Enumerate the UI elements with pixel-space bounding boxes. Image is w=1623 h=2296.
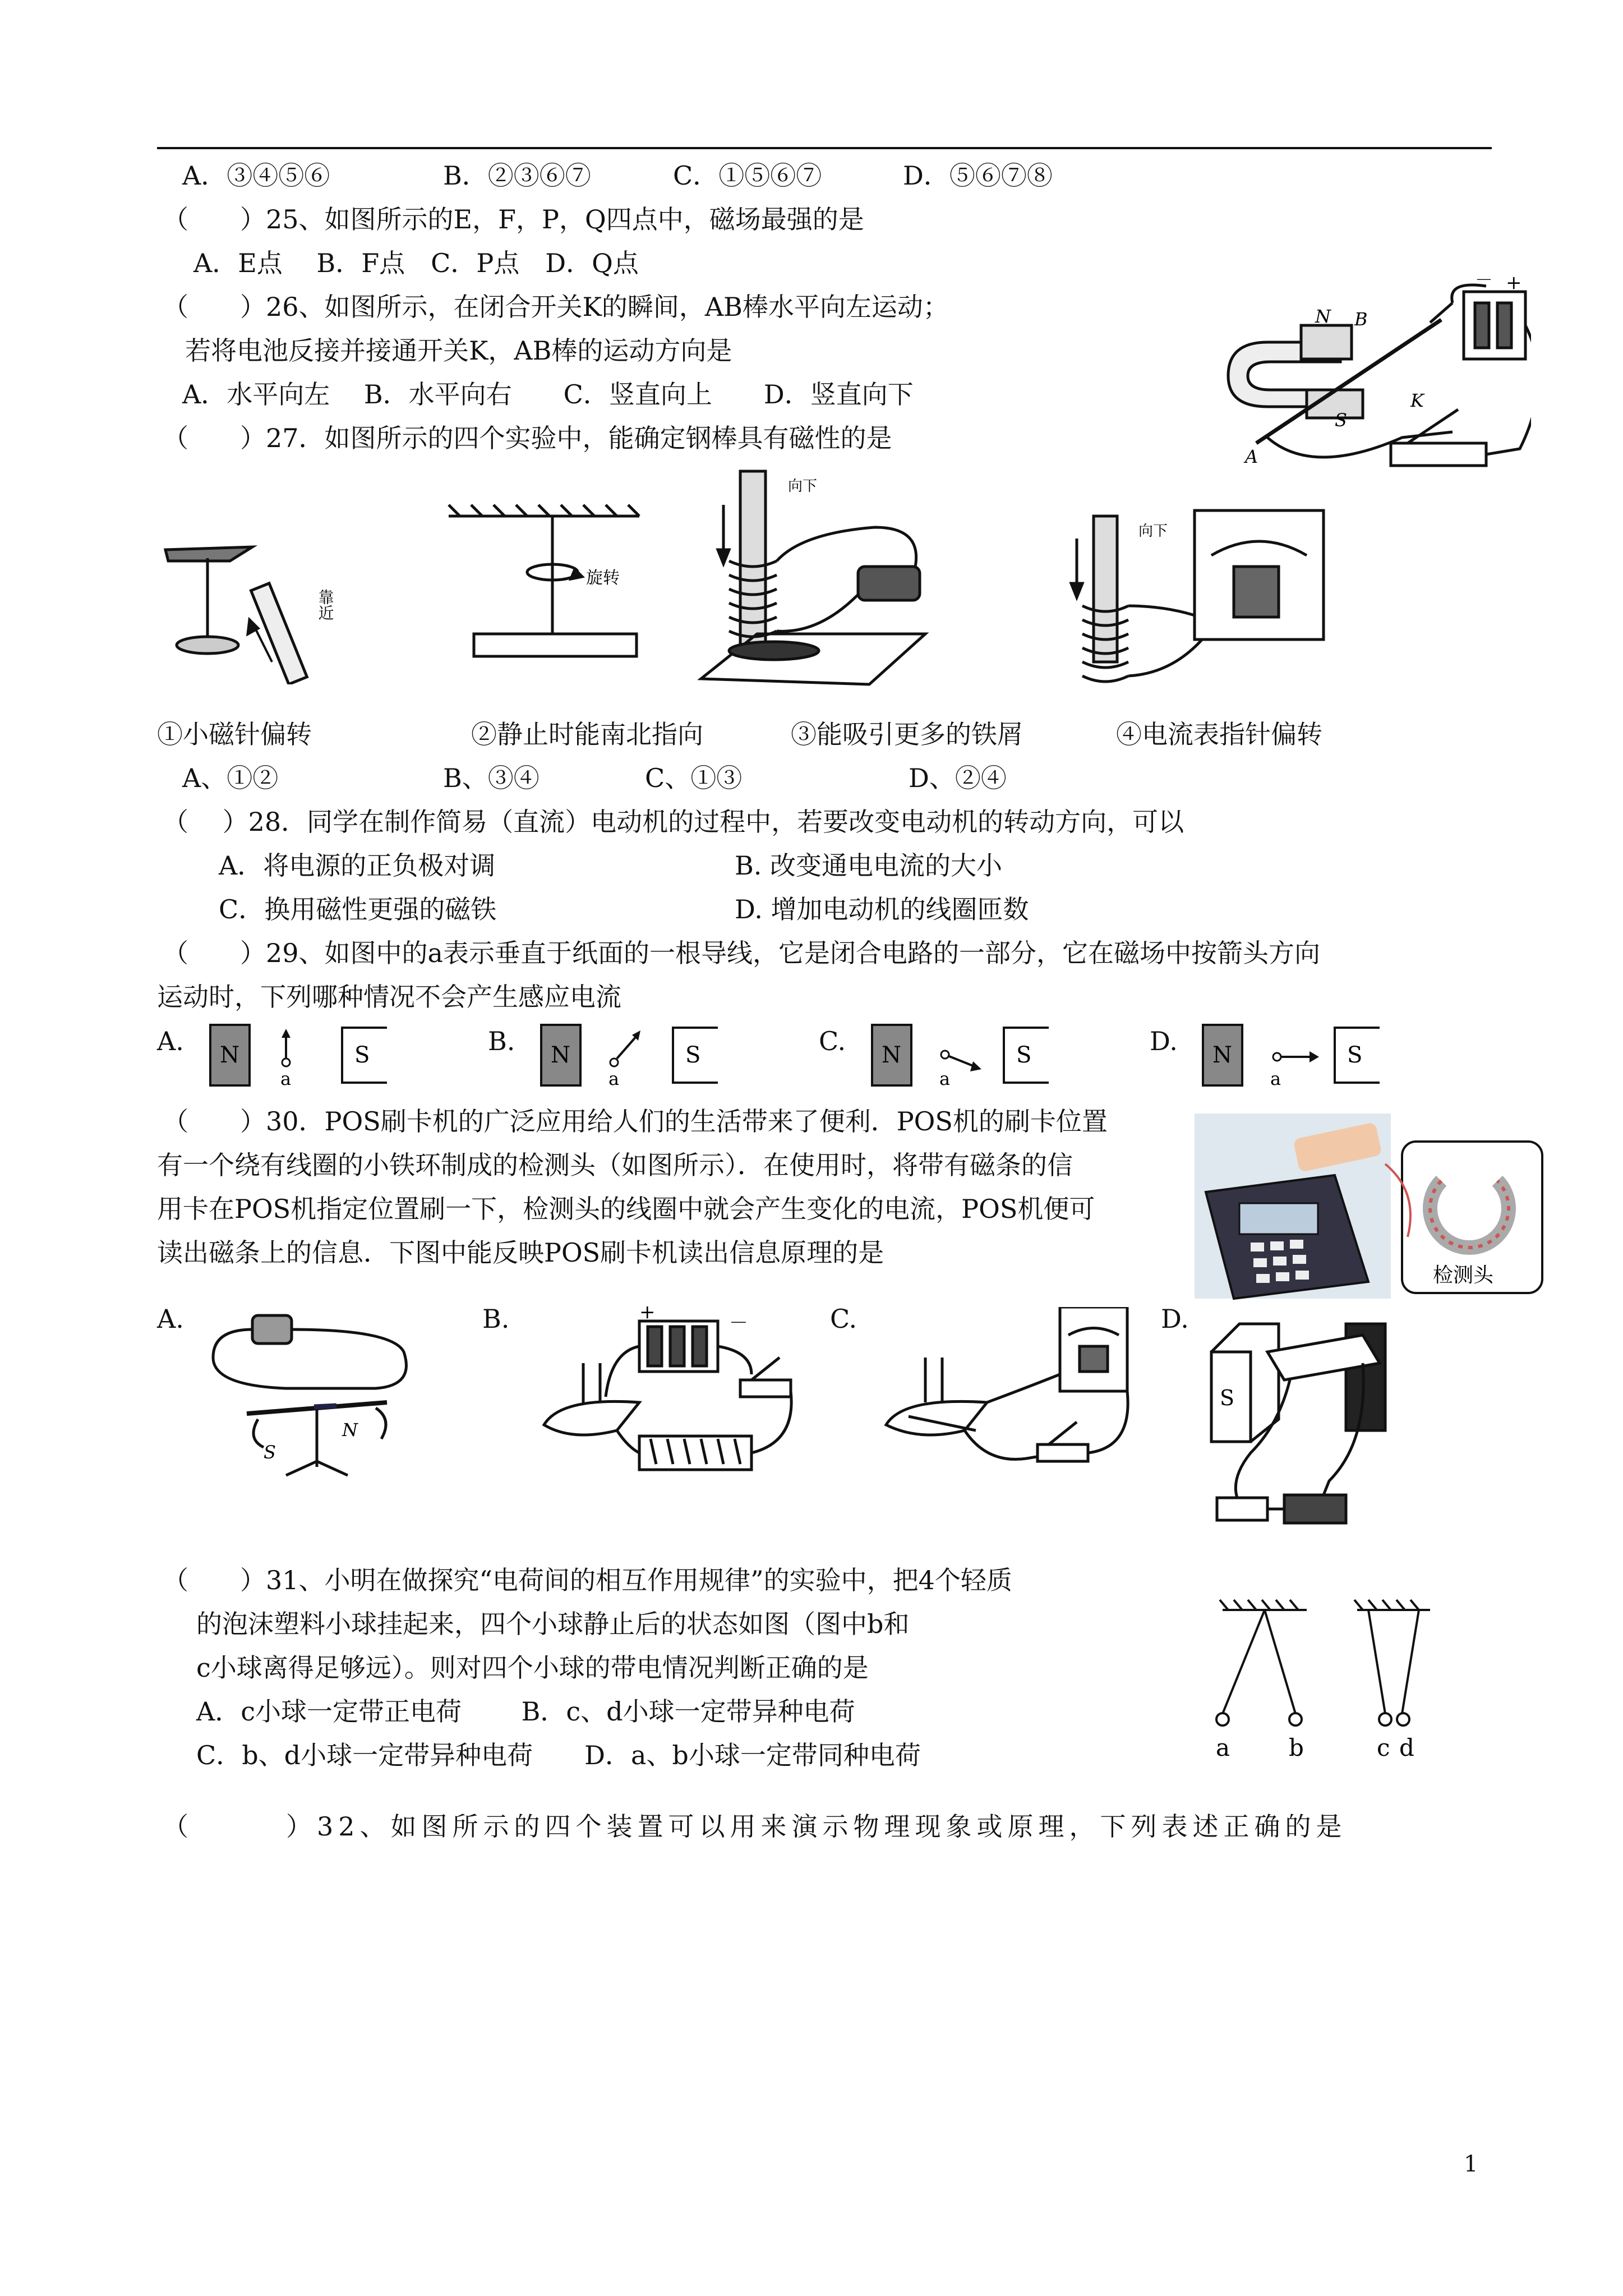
q27-option-d: D、②④ [909, 763, 1007, 793]
q29-stem-line2: 运动时，下列哪种情况不会产生感应电流 [157, 982, 621, 1012]
q24-option-a: A．③④⑤⑥ [182, 160, 330, 191]
q29a-n: N [220, 1042, 239, 1068]
q27-caption-3: ③能吸引更多的铁屑 [791, 719, 1023, 749]
q30b-plus: + [639, 1301, 656, 1323]
q31-ball-d: d [1399, 1734, 1414, 1761]
q29-label-a: A. [157, 1026, 184, 1056]
q26-label-n: N [1315, 306, 1331, 327]
page-number: 1 [1464, 2151, 1478, 2177]
q29b-wire: a [608, 1068, 620, 1089]
q29-label-c: C. [819, 1026, 846, 1056]
q26-stem-line1: （ ）26、如图所示，在闭合开关K的瞬间，AB棒水平向左运动； [163, 292, 949, 322]
q25-stem: （ ）25、如图所示的E，F，P，Q四点中，磁场最强的是 [163, 204, 864, 234]
q30-line4: 读出磁条上的信息．下图中能反映POS刷卡机读出信息原理的是 [157, 1237, 884, 1268]
q28-option-c: C．换用磁性更强的磁铁 [219, 894, 497, 924]
q31-line2: 的泡沫塑料小球挂起来，四个小球静止后的状态如图（图中b和 [196, 1609, 910, 1639]
q29b-s: S [685, 1042, 701, 1068]
q26-label-s: S [1335, 409, 1347, 431]
q30-label-a: A. [157, 1304, 184, 1334]
q31-line3: c小球离得足够远）。则对四个小球的带电情况判断正确的是 [196, 1653, 869, 1683]
q31-ball-c: c [1377, 1734, 1390, 1761]
q29c-s: S [1016, 1042, 1032, 1068]
q26-options: A．水平向左 B．水平向右 C．竖直向上 D．竖直向下 [182, 379, 914, 409]
q31-line1: （ ）31、小明在做探究“电荷间的相互作用规律”的实验中，把4个轻质 [163, 1565, 1012, 1595]
q26-label-b: B [1354, 309, 1368, 330]
q27-figure-1-compass [157, 522, 393, 684]
q27-caption-2: ②静止时能南北指向 [471, 719, 703, 749]
q27-caption-1: ①小磁针偏转 [157, 719, 312, 749]
q30-label-c: C. [830, 1304, 857, 1334]
q30-label-d: D. [1161, 1304, 1189, 1334]
q29-label-d: D. [1150, 1026, 1178, 1056]
q26-label-plus: + [1506, 272, 1522, 294]
q30-figure-d [1200, 1301, 1436, 1537]
q30-figure-c [875, 1307, 1155, 1487]
q28-option-d: D. 增加电动机的线圈匝数 [735, 894, 1029, 924]
q27-figure-3-electromagnet [690, 466, 948, 690]
q28-option-a: A．将电源的正负极对调 [219, 850, 496, 881]
q29c-wire: a [939, 1068, 951, 1089]
q29-figure-c [869, 1022, 1060, 1089]
q24-option-b: B．②③⑥⑦ [443, 160, 591, 191]
q29a-s: S [354, 1042, 370, 1068]
q30b-minus: － [729, 1312, 748, 1335]
q29-label-b: B. [488, 1026, 515, 1056]
q30-label-b: B. [482, 1304, 510, 1334]
q28-stem: （ ）28．同学在制作简易（直流）电动机的过程中，若要改变电动机的转动方向，可以 [163, 807, 1184, 837]
q30-line3: 用卡在POS机指定位置刷一下，检测头的线圈中就会产生变化的电流，POS机便可 [157, 1194, 1095, 1224]
q24-option-d: D．⑤⑥⑦⑧ [903, 160, 1053, 191]
q30-detector-label: 检测头 [1433, 1264, 1494, 1287]
q30-pos-figure [1195, 1114, 1548, 1304]
q29-figure-d [1200, 1022, 1391, 1089]
q27-caption-4: ④电流表指针偏转 [1116, 719, 1322, 749]
q30a-n: N [342, 1419, 358, 1441]
q29d-s: S [1347, 1042, 1363, 1068]
q31-options-ab: A．c小球一定带正电荷 B．c、d小球一定带异种电荷 [196, 1696, 855, 1727]
q30d-s: S [1220, 1386, 1235, 1410]
q29b-n: N [551, 1042, 570, 1068]
q27-option-a: A、①② [182, 763, 279, 793]
q24-option-c: C．①⑤⑥⑦ [673, 160, 822, 191]
q30-figure-a [202, 1307, 437, 1481]
q26-circuit-figure [1217, 269, 1531, 471]
q26-label-minus: － [1475, 269, 1493, 291]
q29-figure-a [208, 1022, 398, 1089]
q25-options: A．E点 B．F点 C．P点 D．Q点 [193, 248, 639, 278]
q26-stem-line2: 若将电池反接并接通开关K，AB棒的运动方向是 [185, 335, 732, 366]
q27-option-c: C、①③ [645, 763, 743, 793]
q29-stem-line1: （ ）29、如图中的a表示垂直于纸面的一根导线，它是闭合电路的一部分，它在磁场中按箭头方向 [163, 938, 1320, 968]
header-rule [157, 147, 1492, 149]
q27-figure-4-galvanometer [1066, 505, 1335, 696]
q31-ball-a: a [1216, 1734, 1230, 1761]
q27-text-xuanzhuan: 旋转 [586, 568, 620, 588]
q26-label-a: A [1245, 446, 1258, 467]
q30a-s: S [264, 1442, 276, 1463]
q29d-n: N [1212, 1042, 1232, 1068]
q26-label-k: K [1410, 390, 1424, 411]
q27-text-xiangxia-1: 向下 [788, 478, 818, 495]
q29a-wire: a [280, 1068, 292, 1089]
q30-figure-b [527, 1296, 841, 1487]
q29c-n: N [882, 1042, 901, 1068]
q29d-wire: a [1270, 1068, 1281, 1089]
q27-option-b: B、③④ [443, 763, 540, 793]
q32-stem: （ ）32、如图所示的四个装置可以用来演示物理现象或原理，下列表述正确的是 [163, 1811, 1347, 1842]
q30-line2: 有一个绕有线圈的小铁环制成的检测头（如图所示）．在使用时，将带有磁条的信 [157, 1150, 1073, 1180]
q31-charged-balls-figure [1206, 1593, 1441, 1773]
q27-text-xiangxia-2: 向下 [1138, 523, 1168, 540]
q31-options-cd: C．b、d小球一定带异种电荷 D．a、b小球一定带同种电荷 [196, 1740, 921, 1770]
q27-figure-2-suspended-bar [437, 499, 684, 684]
q30-line1: （ ）30．POS刷卡机的广泛应用给人们的生活带来了便利．POS机的刷卡位置 [163, 1106, 1108, 1137]
q28-option-b: B. 改变通电电流的大小 [735, 850, 1003, 881]
q31-ball-b: b [1289, 1734, 1304, 1761]
q27-text-kaojin: 靠近 [316, 589, 335, 620]
q29-figure-b [538, 1022, 729, 1089]
q27-stem: （ ）27．如图所示的四个实验中，能确定钢棒具有磁性的是 [163, 423, 892, 453]
